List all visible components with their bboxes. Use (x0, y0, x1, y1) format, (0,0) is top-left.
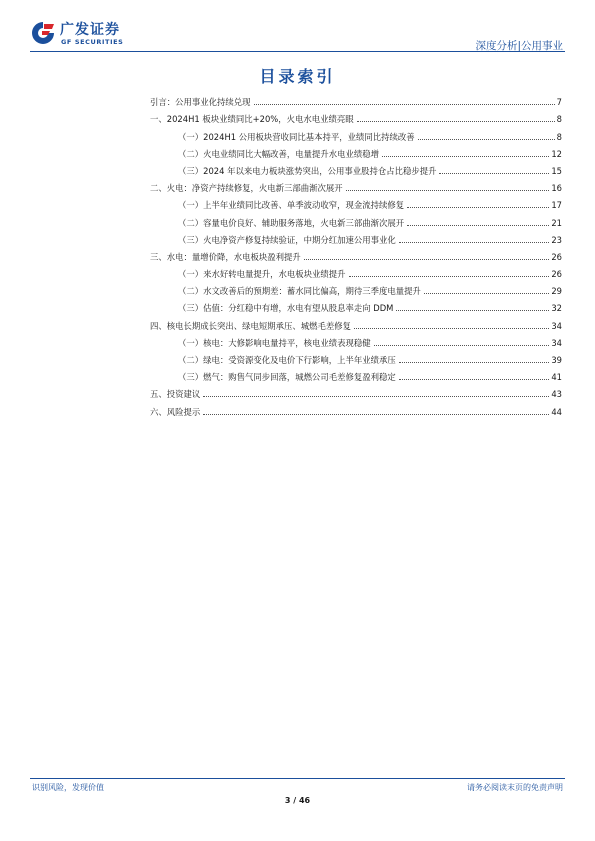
toc-entry-page: 7 (556, 97, 562, 108)
toc-leader-dots (254, 104, 555, 105)
toc-entry[interactable] (150, 108, 562, 125)
toc-leader-dots (346, 190, 550, 191)
toc-entry[interactable] (150, 125, 562, 142)
toc-entry[interactable] (150, 194, 562, 211)
toc-leader-dots (407, 225, 549, 226)
toc-leader-dots (439, 173, 549, 174)
toc-entry-title: （一）核电：大修影响电量持平，核电业绩表现稳健 (178, 337, 371, 348)
toc-entry-page: 32 (551, 303, 562, 314)
toc-entry-title: （三）燃气：购售气同步回落，城燃公司毛差修复盈利稳定 (178, 372, 396, 383)
toc-entry-title: （一）上半年业绩同比改善、单季波动收窄，现金流持续修复 (178, 200, 405, 211)
toc-leader-dots (396, 310, 549, 311)
logo-text-cn: 广发证券 (60, 22, 120, 38)
toc-leader-dots (399, 362, 550, 363)
toc-leader-dots (354, 328, 549, 329)
toc-entry-page: 41 (551, 372, 562, 383)
toc-entry-page: 26 (551, 251, 562, 262)
toc-entry-page: 26 (551, 269, 562, 280)
toc-entry-title: 三、水电：量增价降，水电板块盈利提升 (150, 251, 301, 262)
toc-entry-page: 12 (551, 148, 562, 159)
toc-entry-page: 8 (556, 131, 562, 142)
toc-entry-title: 引言：公用事业化持续兑现 (150, 97, 251, 108)
gf-securities-logo-icon (30, 20, 56, 46)
toc-entry[interactable] (150, 383, 562, 400)
toc-entry-title: （二）水文改善后的预期差：蓄水同比偏高，期待三季度电量提升 (178, 286, 421, 297)
toc-entry[interactable] (150, 263, 562, 280)
page-number: 3 / 46 (284, 796, 311, 805)
toc-entry-title: （三）2024 年以来电力板块涨势突出，公用事业股持仓占比稳步提升 (178, 165, 437, 176)
page-title: 目录索引 (259, 67, 336, 86)
header-divider (30, 51, 565, 52)
toc-entry-title: （三）估值：分红稳中有增，水电有望从股息率走向 DDM (178, 303, 394, 314)
toc-entry[interactable] (150, 246, 562, 263)
toc-entry-title: （二）容量电价良好、辅助服务落地，火电新三部曲渐次展开 (178, 217, 405, 228)
logo-text-en: GF SECURITIES (61, 38, 124, 46)
toc-entry-title: 六、风险提示 (150, 406, 201, 417)
toc-entry-page: 15 (551, 165, 562, 176)
toc-leader-dots (418, 139, 555, 140)
toc-entry-page: 43 (551, 389, 562, 400)
footer-divider (30, 778, 565, 779)
toc-leader-dots (424, 293, 549, 294)
toc-entry-page: 8 (556, 114, 562, 125)
toc-entry-title: 一、2024H1 板块业绩同比+20%，火电水电业绩亮眼 (150, 114, 354, 125)
toc-leader-dots (374, 345, 550, 346)
toc-entry[interactable] (150, 366, 562, 383)
toc-entry[interactable] (150, 177, 562, 194)
toc-entry-title: 五、投资建议 (150, 389, 201, 400)
toc-entry[interactable] (150, 160, 562, 177)
toc-entry-title: （三）火电净资产修复持续验证，中期分红加速公用事业化 (178, 234, 396, 245)
toc-entry[interactable] (150, 297, 562, 314)
toc-leader-dots (203, 396, 549, 397)
toc-entry[interactable] (150, 143, 562, 160)
page-header (30, 16, 565, 56)
toc-entry-title: 二、火电：净资产持续修复，火电新三部曲渐次展开 (150, 183, 343, 194)
toc-entry-page: 16 (551, 183, 562, 194)
toc-entry-page: 23 (551, 234, 562, 245)
footer-disclaimer: 请务必阅读末页的免责声明 (467, 783, 563, 792)
toc-entry-page: 34 (551, 337, 562, 348)
toc-entry[interactable] (150, 91, 562, 108)
toc-leader-dots (399, 242, 550, 243)
toc-leader-dots (357, 121, 555, 122)
toc-entry-title: 四、核电长期成长突出、绿电短期承压、城燃毛差修复 (150, 320, 351, 331)
toc-leader-dots (349, 276, 550, 277)
toc-entry[interactable] (150, 280, 562, 297)
toc-leader-dots (399, 379, 550, 380)
toc-entry-title: （一）来水好转电量提升，水电板块业绩提升 (178, 269, 346, 280)
toc-entry-page: 39 (551, 355, 562, 365)
toc-entry-title: （二）火电业绩同比大幅改善，电量提升水电业绩稳增 (178, 148, 379, 159)
toc-entry-page: 21 (551, 217, 562, 228)
toc-entry-page: 34 (551, 320, 562, 331)
toc-entry-page: 44 (551, 406, 562, 417)
toc-entry[interactable] (150, 211, 562, 228)
toc-entry[interactable] (150, 314, 562, 331)
toc-entry-title: （二）绿电：受资源变化及电价下行影响，上半年业绩承压 (178, 355, 396, 365)
toc-entry[interactable] (150, 332, 562, 349)
toc-leader-dots (407, 207, 549, 208)
toc-leader-dots (382, 156, 549, 157)
toc-leader-dots (304, 259, 550, 260)
table-of-contents (150, 91, 562, 418)
toc-entry-title: （一）2024H1 公用板块营收同比基本持平，业绩同比持续改善 (178, 131, 415, 142)
toc-entry-page: 17 (551, 200, 562, 211)
footer-slogan: 识别风险，发现价值 (32, 783, 104, 792)
toc-entry[interactable] (150, 229, 562, 246)
report-category: 深度分析|公用事业 (475, 40, 563, 52)
toc-entry-page: 29 (551, 286, 562, 297)
company-logo (30, 16, 150, 52)
toc-leader-dots (203, 414, 549, 415)
toc-entry[interactable] (150, 400, 562, 417)
toc-entry[interactable] (150, 349, 562, 366)
